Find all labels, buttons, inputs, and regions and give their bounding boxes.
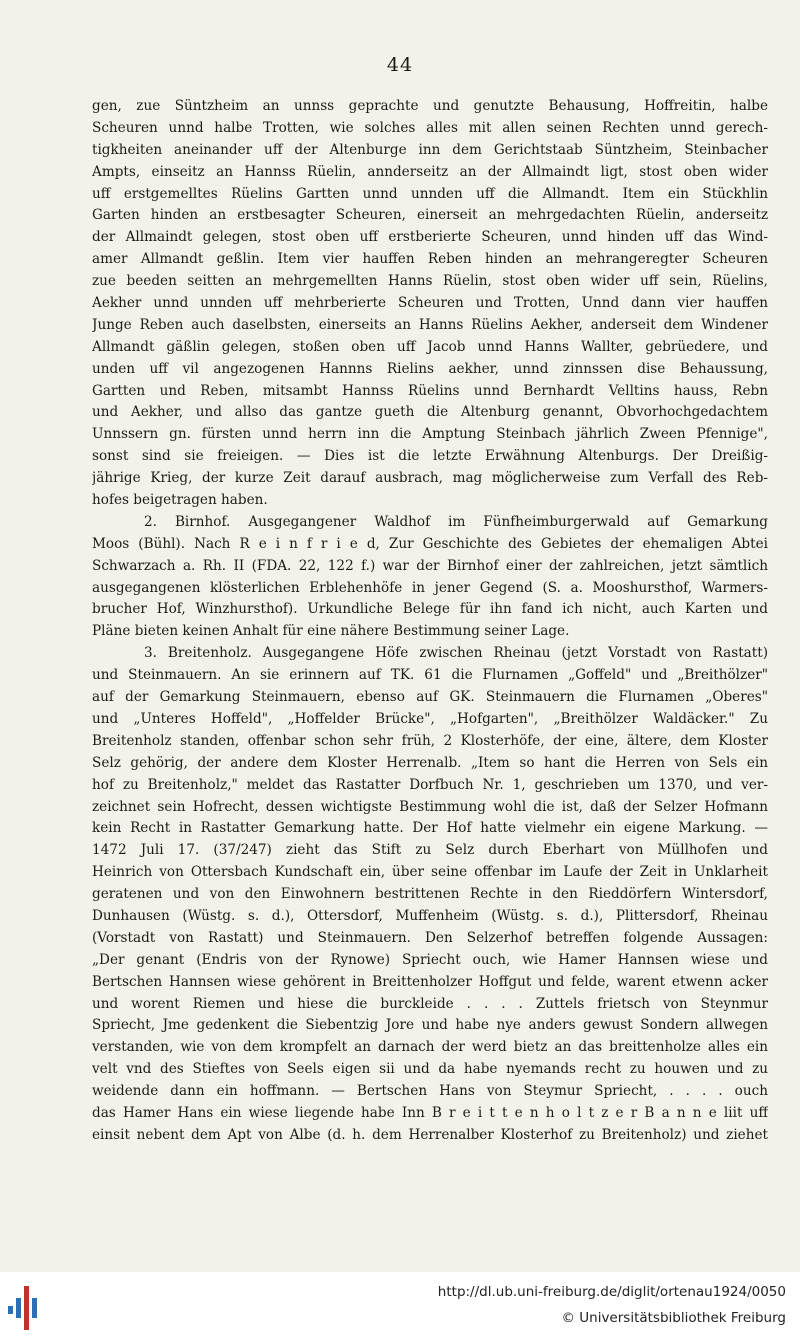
text-line: und Steinmauern. An sie erinnern auf TK. 61 die Flurnamen „Goffeld" und „Breithölzer" bbox=[92, 667, 768, 684]
text-line: (Vorstadt von Rastatt) und Steinmauern. Den Selzerhof betreffen folgende Aussagen: bbox=[92, 929, 768, 946]
text-line: Spriecht, Jme gedenkent die Siebentzig Jore und habe nye anders gewust Sondern allwegen bbox=[92, 1017, 768, 1034]
text-line: hof zu Breitenholz," meldet das Rastatter Dorfbuch Nr. 1, geschrieben um 1370, und ver- bbox=[92, 776, 768, 793]
text-line: velt vnd des Stieftes von Seels eigen sii und da habe nyemands recht zu houwen und zu bbox=[92, 1061, 768, 1078]
text-line: uff erstgemelltes Rüelins Gartten unnd unnden uff die Allmandt. Item ein Stückhlin bbox=[92, 185, 768, 202]
text-line: Moos (Bühl). Nach R e i n f r i e d, Zur Geschichte des Gebietes der ehemaligen Abtei bbox=[92, 535, 768, 552]
text-line: Schwarzach a. Rh. II (FDA. 22, 122 f.) war der Birnhof einer der zahlreichen, jetzt sämtlich bbox=[92, 557, 768, 574]
text-line: „Der genant (Endris von der Rynowe) Spriecht ouch, wie Hamer Hannsen wiese und bbox=[92, 951, 768, 968]
text-line: sonst sind sie freieigen. — Dies ist die letzte Erwähnung Altenburgs. Der Dreißig- bbox=[92, 448, 768, 465]
text-line: Junge Reben auch daselbsten, einerseits an Hanns Rüelins Aekher, anderseit dem Windener bbox=[92, 316, 768, 333]
text-line: Heinrich von Ottersbach Kundschaft ein, über seine offenbar im Laufe der Zeit in Unklarheit bbox=[92, 864, 768, 881]
text-line: Gartten und Reben, mitsambt Hannss Rüelins unnd Bernhardt Velltins hauss, Rebn bbox=[92, 382, 768, 399]
text-line: weidende dann ein hoffmann. — Bertschen Hans von Steymur Spriecht, . . . . ouch bbox=[92, 1083, 768, 1100]
text-line: amer Allmandt geßlin. Item vier hauffen Reben hinden an mehrangeregter Scheuren bbox=[92, 251, 768, 268]
text-line: hofes beigetragen haben. bbox=[92, 492, 268, 509]
text-line: ausgegangenen klösterlichen Erblehenhöfe in jener Gegend (S. a. Mooshursthof, Warmers- bbox=[92, 579, 768, 596]
text-line: kein Recht in Rastatter Gemarkung hatte. Der Hof hatte vielmehr ein eigene Markung. — bbox=[92, 820, 768, 837]
text-line: 3. Breitenholz. Ausgegangene Höfe zwischen Rheinau (jetzt Vorstadt von Rastatt) bbox=[144, 645, 768, 662]
source-url-link[interactable]: http://dl.ub.uni-freiburg.de/diglit/ortenau1924/0050 bbox=[437, 1284, 786, 1300]
text-line: und Aekher, und allso das gantze gueth die Altenburg genannt, Obvorhochgedachtem bbox=[92, 404, 768, 421]
page-number: 44 bbox=[386, 54, 414, 76]
text-line: Ampts, einseitz an Hannss Rüelin, annderseitz an der Allmaindt ligt, stost oben wider bbox=[92, 163, 768, 180]
text-line: jährige Krieg, der kurze Zeit darauf ausbrach, mag möglicherweise zum Verfall des Reb- bbox=[92, 470, 768, 487]
text-line: gen, zue Süntzheim an unnss geprachte und genutzte Behausung, Hoffreitin, halbe bbox=[92, 98, 768, 114]
text-line: 1472 Juli 17. (37/247) zieht das Stift zu Selz durch Eberhart von Müllhofen und bbox=[92, 842, 768, 859]
text-line: Selz gehörig, der andere dem Kloster Herrenalb. „Item so hant die Herren von Sels ein bbox=[92, 754, 768, 771]
text-line: der Allmaindt gelegen, stost oben uff erstberierte Scheuren, unnd hinden uff das Wind- bbox=[92, 229, 768, 246]
text-line: Bertschen Hannsen wiese gehörent in Breittenholzer Hoffgut und felde, warent etwenn acker bbox=[92, 973, 768, 990]
text-line: verstanden, wie von dem krompfelt an darnach der werd bietz an das breittenholze alles ein bbox=[92, 1039, 768, 1056]
text-line: zeichnet sein Hofrecht, dessen wichtigste Bestimmung wohl die ist, daß der Selzer Hofmann bbox=[92, 798, 768, 815]
text-line: Scheuren unnd halbe Trotten, wie solches alles mit allen seinen Rechten unnd gerech- bbox=[92, 119, 768, 136]
text-line: Pläne bieten keinen Anhalt für eine nähere Bestimmung seiner Lage. bbox=[92, 623, 570, 640]
text-line: brucher Hof, Winzhursthof). Urkundliche Belege für ihn fand ich nicht, auch Karten und bbox=[92, 601, 768, 618]
text-line: auf der Gemarkung Steinmauern, ebenso auf GK. Steinmauern die Flurnamen „Oberes" bbox=[92, 689, 768, 706]
text-line: und „Unteres Hoffeld", „Hoffelder Brücke", „Hofgarten", „Breithölzer Waldäcker." Zu bbox=[92, 710, 768, 727]
text-line: und worent Riemen und hiese die burckleide . . . . Zuttels frietsch von Steynmur bbox=[92, 995, 768, 1012]
text-line: tigkheiten aneinander uff der Altenburge inn dem Gerichtstaab Süntzheim, Steinbacher bbox=[92, 141, 768, 158]
text-line: das Hamer Hans ein wiese liegende habe Inn B r e i t t e n h o l t z e r B a n n e liit uff bbox=[92, 1104, 768, 1121]
copyright-notice: © Universitätsbibliothek Freiburg bbox=[561, 1310, 786, 1326]
text-line: Garten hinden an erstbesagter Scheuren, einerseit an mehrgedachten Rüelin, anderseitz bbox=[92, 207, 768, 224]
text-line: 2. Birnhof. Ausgegangener Waldhof im Fünfheimburgerwald auf Gemarkung bbox=[144, 513, 768, 530]
footer bbox=[0, 1272, 800, 1336]
text-line: einsit nebent dem Apt von Albe (d. h. dem Herrenalber Klosterhof zu Breitenholz) und ziehet bbox=[92, 1126, 768, 1143]
body-text bbox=[92, 96, 768, 1147]
text-line: Unnssern gn. fürsten unnd herrn inn die Amptung Steinbach jährlich Zween Pfennige", bbox=[92, 426, 768, 443]
text-line: unden uff vil angezogenen Hannns Rielins aekher, unnd zinnssen dise Behaussung, bbox=[92, 360, 768, 377]
text-line: Aekher unnd unnden uff mehrberierte Scheuren und Trotten, Unnd dann vier hauffen bbox=[92, 295, 768, 312]
text-line: geratenen und von den Einwohnern bestrittenen Rechte in den Rieddörfern Wintersdorf, bbox=[92, 886, 768, 903]
text-line: Allmandt gäßlin gelegen, stoßen oben uff Jacob unnd Hanns Wallter, gebrüedere, und bbox=[92, 338, 768, 355]
text-line: Dunhausen (Wüstg. s. d.), Ottersdorf, Muffenheim (Wüstg. s. d.), Plittersdorf, Rheinau bbox=[92, 907, 768, 924]
text-line: zue beeden seitten an mehrgemellten Hanns Rüelin, stost oben wider uff sein, Rüelins, bbox=[92, 273, 768, 290]
text-line: Breitenholz standen, offenbar schon sehr früh, 2 Klosterhöfe, der eine, ältere, dem Kloster bbox=[92, 732, 768, 749]
library-logo-icon bbox=[6, 1284, 40, 1330]
